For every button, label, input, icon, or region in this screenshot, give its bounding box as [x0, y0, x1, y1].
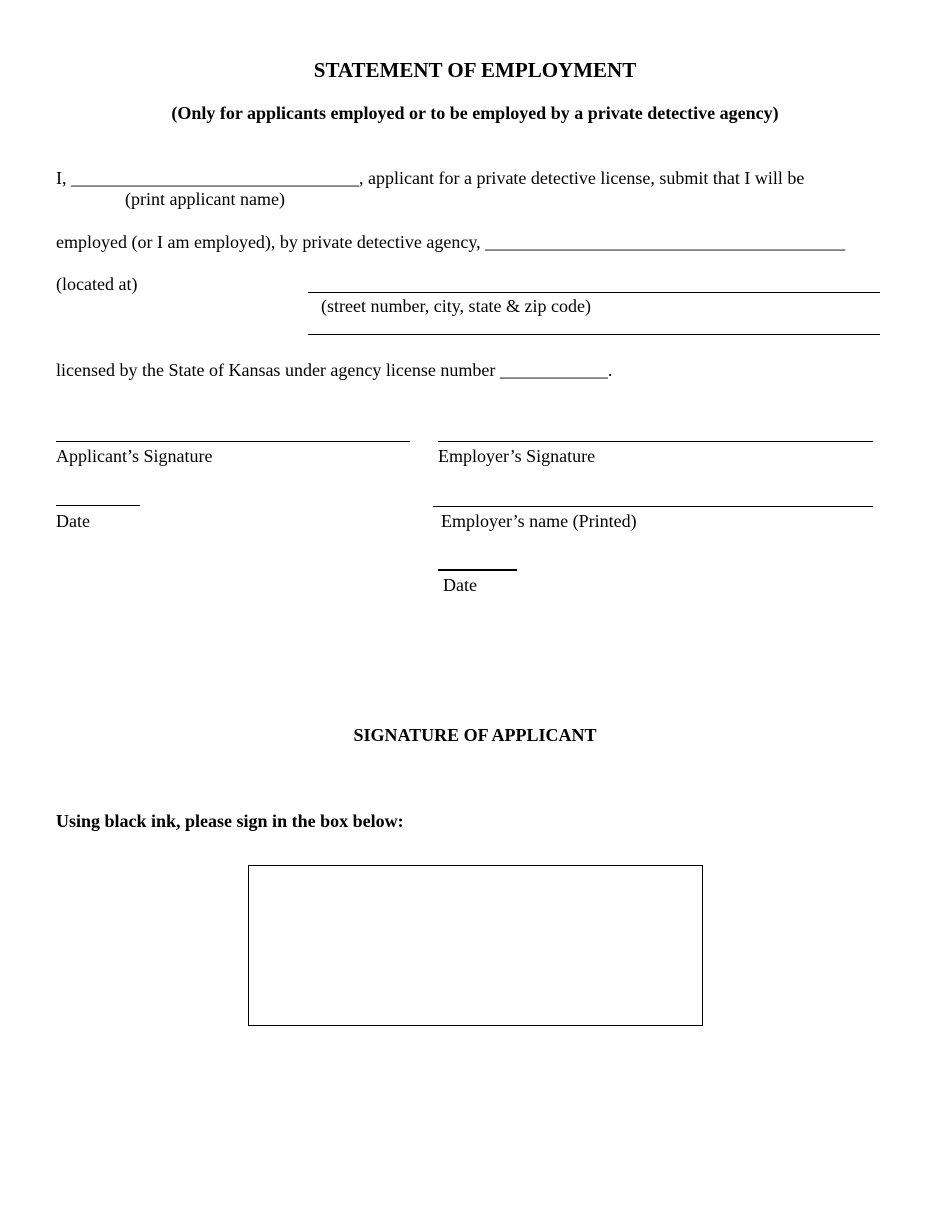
address-caption: (street number, city, state & zip code)	[321, 296, 592, 316]
applicant-name-caption: (print applicant name)	[125, 189, 285, 209]
employer-name-line[interactable]	[433, 506, 873, 507]
statement-line-2: employed (or I am employed), by private detective agency, ________________________________________	[56, 232, 846, 252]
employer-signature-label: Employer’s Signature	[438, 446, 596, 466]
license-number-line: licensed by the State of Kansas under agency license number ____________.	[56, 360, 613, 380]
employer-date-line[interactable]	[438, 569, 517, 571]
address-line-1[interactable]	[308, 292, 880, 293]
page-subtitle: (Only for applicants employed or to be employed by a private detective agency)	[171, 103, 779, 123]
located-at-label: (located at)	[56, 274, 138, 294]
employer-signature-line[interactable]	[438, 441, 873, 442]
signature-box[interactable]	[248, 865, 703, 1026]
statement-line-1: I, ________________________________, applicant for a private detective license, submit that I will be	[56, 168, 805, 188]
applicant-date-label: Date	[56, 511, 90, 531]
page-title: STATEMENT OF EMPLOYMENT	[313, 58, 637, 82]
employer-date-label: Date	[443, 575, 477, 595]
applicant-signature-label: Applicant’s Signature	[56, 446, 213, 466]
employer-name-label: Employer’s name (Printed)	[441, 511, 637, 531]
applicant-signature-heading: SIGNATURE OF APPLICANT	[353, 725, 597, 745]
signature-instruction: Using black ink, please sign in the box below:	[56, 811, 404, 831]
applicant-signature-line[interactable]	[56, 441, 410, 442]
address-line-2[interactable]	[308, 334, 880, 335]
applicant-date-line[interactable]	[56, 505, 140, 506]
